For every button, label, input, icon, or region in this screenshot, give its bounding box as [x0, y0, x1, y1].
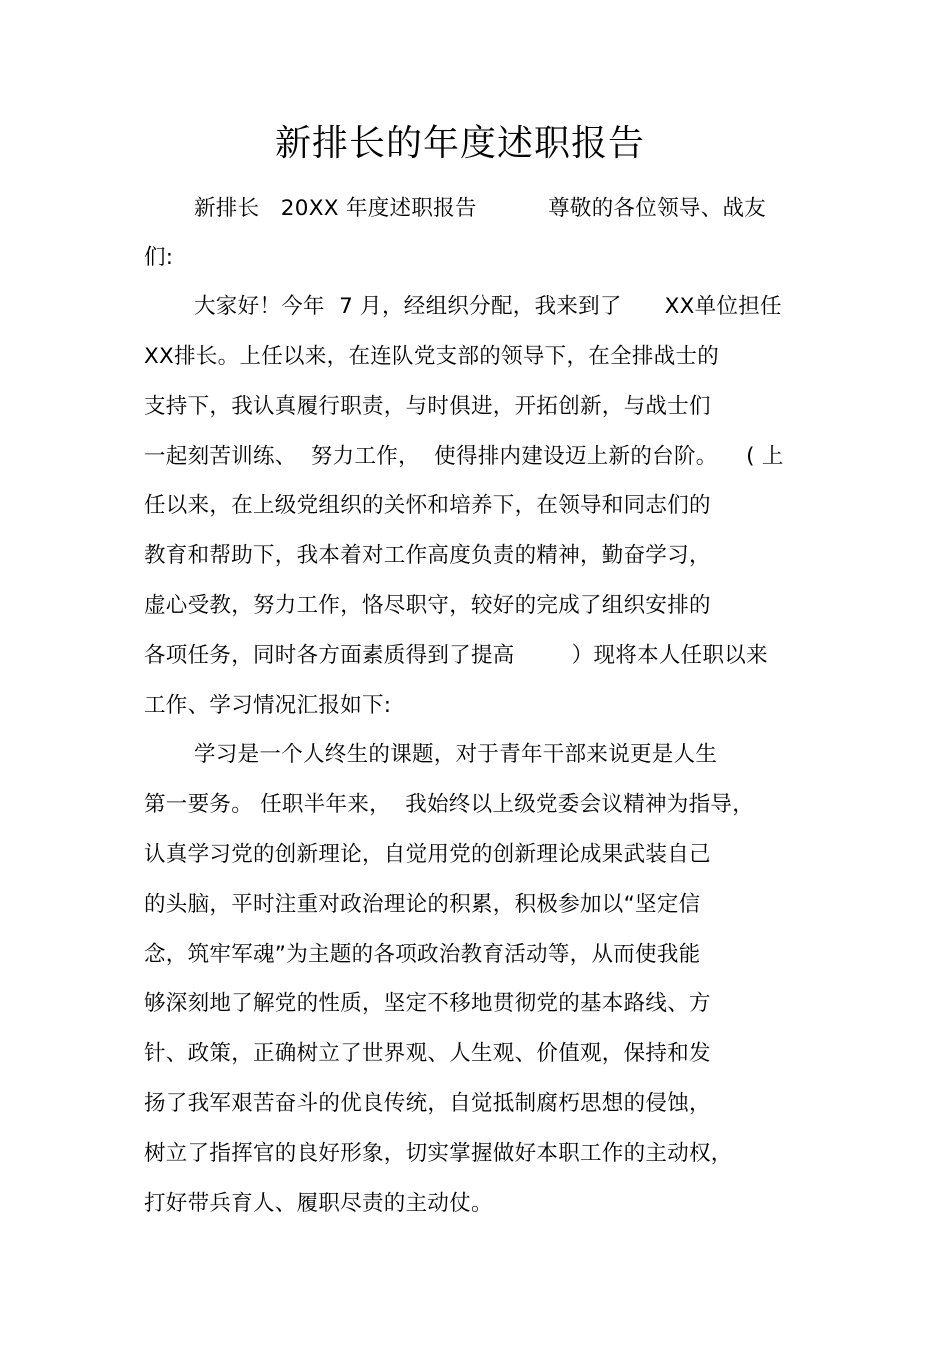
- paragraph-line: 认真学习党的创新理论，自觉用党的创新理论成果武装自己: [144, 842, 711, 867]
- paragraph-line: 虚心受教，努力工作，恪尽职守，较好的完成了组织安排的: [144, 593, 711, 618]
- paragraph-line: 学习是一个人终生的课题，对于青年干部来说更是人生: [194, 742, 718, 767]
- paragraph-line: 们:: [144, 245, 174, 270]
- paragraph-line: 工作、学习情况汇报如下:: [144, 693, 392, 718]
- paragraph-line: 树立了指挥官的良好形象，切实掌握做好本职工作的主动权，: [144, 1141, 733, 1166]
- paragraph-line: 针、政策，正确树立了世界观、人生观、价值观，保持和发: [144, 1041, 711, 1066]
- paragraph-line: 支持下，我认真履行职责，与时俱进，开拓创新，与战士们: [144, 394, 711, 419]
- paragraph-line: 扬了我军艰苦奋斗的优良传统，自觉抵制腐朽思想的侵蚀，: [144, 1091, 711, 1116]
- paragraph-line: 各项任务，同时各方面素质得到了提高 ）现将本人任职以来: [144, 643, 768, 668]
- paragraph-line: XX排长。上任以来，在连队党支部的领导下，在全排战士的: [144, 344, 720, 369]
- paragraph-line: 一起刻苦训练、 努力工作， 使得排内建设迈上新的台阶。 ( 上: [144, 444, 784, 469]
- paragraph-line: 大家好！今年 7 月，经组织分配，我来到了 XX单位担任: [194, 294, 782, 319]
- paragraph-line: 够深刻地了解党的性质，坚定不移地贯彻党的基本路线、方: [144, 991, 711, 1016]
- paragraph-line: 新排长 20XX 年度述职报告 尊敬的各位领导、战友: [194, 196, 767, 221]
- document-title: 新排长的年度述职报告: [274, 123, 645, 164]
- paragraph-line: 的头脑，平时注重对政治理论的积累，积极参加以“坚定信: [144, 892, 701, 917]
- paragraph-line: 打好带兵育人、履职尽责的主动仗。: [144, 1191, 493, 1216]
- paragraph-line: 第一要务。 任职半年来， 我始终以上级党委会议精神为指导，: [144, 792, 755, 817]
- paragraph-line: 任以来，在上级党组织的关怀和培养下，在领导和同志们的: [144, 493, 711, 518]
- paragraph-line: 教育和帮助下，我本着对工作高度负责的精神，勤奋学习，: [144, 543, 711, 568]
- paragraph-line: 念，筑牢军魂”为主题的各项政治教育活动等，从而使我能: [144, 942, 701, 967]
